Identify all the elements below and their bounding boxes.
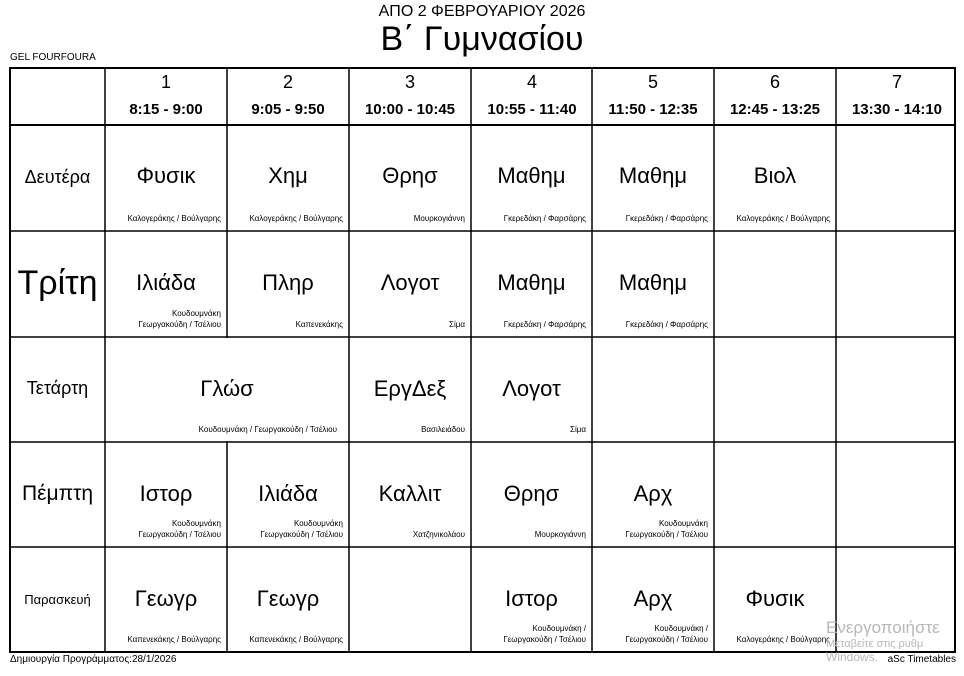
lesson-subject: Ιστορ (139, 481, 193, 506)
lesson-subject: ΕργΔεξ (373, 376, 447, 401)
lesson-teacher: Καλογεράκης / Βούλγαρης (249, 214, 343, 223)
lesson-teacher: Μουρκογιάννη (534, 530, 586, 539)
teacher-line: Γεωργακούδη / Τσέλιου (625, 530, 708, 539)
activation-watermark (826, 618, 940, 664)
period-number: 7 (891, 72, 902, 92)
lesson-teacher: Σίμα (449, 320, 465, 329)
teacher-line: Κουδουμνάκη (171, 309, 221, 318)
lesson-teacher (592, 623, 708, 645)
teacher-line: Γεωργακούδη / Τσέλιου (138, 530, 221, 539)
day-label-wednesday: Τετάρτη (26, 378, 89, 398)
lesson-teacher: Καπενεκάκης / Βούλγαρης (127, 635, 221, 644)
watermark-line: Windows. (826, 650, 879, 664)
lesson-subject: Φυσικ (136, 163, 196, 188)
lesson-teacher: Γκερεδάκη / Φαρσάρης (625, 320, 708, 329)
teacher-line: Κουδουμνάκη (171, 519, 221, 528)
lesson-subject: Θρησ (503, 481, 560, 506)
lesson-subject: Καλλιτ (378, 481, 442, 506)
watermark-line: Ενεργοποιήστε (826, 618, 940, 637)
lesson-subject: Γλώσ (200, 376, 254, 401)
software-credit: aSc Timetables (887, 654, 956, 665)
timetable-subtitle: ΑΠΟ 2 ΦΕΒΡΟΥΑΡΙΟΥ 2026 (378, 3, 586, 20)
class-title: Β΄ Γυμνασίου (380, 20, 584, 58)
lesson-subject: Γεωγρ (256, 586, 320, 611)
lesson-subject: Αρχ (633, 586, 673, 611)
period-number: 4 (526, 72, 537, 92)
teacher-line: Γεωργακούδη / Τσέλιου (138, 320, 221, 329)
teacher-line: Γεωργακούδη / Τσέλιου (260, 530, 343, 539)
lesson-teacher: Καπενεκάκης (295, 320, 343, 329)
period-time: 11:50 - 12:35 (608, 101, 698, 118)
teacher-line: Κουδουμνάκη / (654, 624, 708, 633)
day-label-thursday: Πέμπτη (21, 482, 94, 505)
period-number: 5 (647, 72, 658, 92)
lesson-teacher (471, 623, 586, 645)
lesson-teacher: Μουρκογιάννη (413, 214, 465, 223)
period-time: 8:15 - 9:00 (129, 101, 203, 118)
period-time: 12:45 - 13:25 (729, 101, 821, 118)
watermark-line: Μεταβείτε στις ρυθμ (826, 638, 924, 650)
lesson-subject: Φυσικ (745, 586, 805, 611)
lesson-teacher (592, 518, 708, 540)
period-time: 10:55 - 11:40 (487, 101, 577, 118)
teacher-line: Γεωργακούδη / Τσέλιου (503, 635, 586, 644)
lesson-subject: Γεωγρ (134, 586, 198, 611)
lesson-teacher: Καπενεκάκης / Βούλγαρης (249, 635, 343, 644)
lesson-teacher: Σίμα (570, 425, 586, 434)
lesson-subject: Ιλιάδα (136, 270, 196, 295)
day-label-monday: Δευτέρα (24, 167, 91, 187)
teacher-line: Κουδουμνάκη (293, 519, 343, 528)
period-number: 1 (160, 72, 171, 92)
day-label-tuesday: Τρίτη (17, 264, 98, 302)
lesson-subject: Βιολ (753, 163, 797, 188)
creation-date: Δημιουργία Προγράμματος:28/1/2026 (10, 654, 177, 665)
lesson-subject: Μαθημ (618, 270, 688, 295)
lesson-teacher: Γκερεδάκη / Φαρσάρης (503, 320, 586, 329)
period-number: 6 (769, 72, 780, 92)
lesson-subject: Μαθημ (497, 163, 566, 188)
lesson-teacher: Γκερεδάκη / Φαρσάρης (625, 214, 708, 223)
lesson-teacher: Κουδουμνάκη / Γεωργακούδη / Τσέλιου (198, 425, 337, 434)
lesson-teacher: Χατζηνικολάου (412, 530, 465, 539)
teacher-line: Κουδουμνάκη (658, 519, 708, 528)
lesson-teacher: Καλογεράκης / Βούλγαρης (736, 635, 830, 644)
day-label-friday: Παρασκευή (24, 592, 91, 607)
lesson-subject: Χημ (268, 163, 308, 188)
lesson-subject: Λογοτ (502, 376, 561, 401)
period-number: 2 (282, 72, 293, 92)
lesson-teacher: Καλογεράκης / Βούλγαρης (736, 214, 830, 223)
lesson-teacher: Καλογεράκης / Βούλγαρης (127, 214, 221, 223)
period-time: 9:05 - 9:50 (251, 101, 325, 118)
lesson-teacher (227, 518, 343, 540)
teacher-line: Γεωργακούδη / Τσέλιου (625, 635, 708, 644)
teacher-line: Κουδουμνάκη / (532, 624, 586, 633)
lesson-teacher: Γκερεδάκη / Φαρσάρης (503, 214, 586, 223)
lesson-subject: Αρχ (633, 481, 673, 506)
school-name: GEL FOURFOURA (10, 52, 96, 63)
lesson-subject: Μαθημ (497, 270, 566, 295)
lesson-teacher: Βασιλειάδου (421, 425, 465, 434)
period-time: 10:00 - 10:45 (364, 101, 456, 118)
lesson-subject: Λογοτ (380, 270, 440, 295)
lesson-teacher (105, 518, 221, 540)
grid-border (10, 68, 955, 652)
lesson-teacher (105, 308, 221, 330)
lesson-subject: Ιλιάδα (258, 481, 318, 506)
lesson-subject: Ιστορ (505, 586, 558, 611)
lesson-subject: Πληρ (262, 270, 314, 295)
lesson-subject: Μαθημ (618, 163, 688, 188)
lesson-subject: Θρησ (382, 163, 438, 188)
period-time: 13:30 - 14:10 (851, 101, 943, 118)
period-number: 3 (404, 72, 415, 92)
